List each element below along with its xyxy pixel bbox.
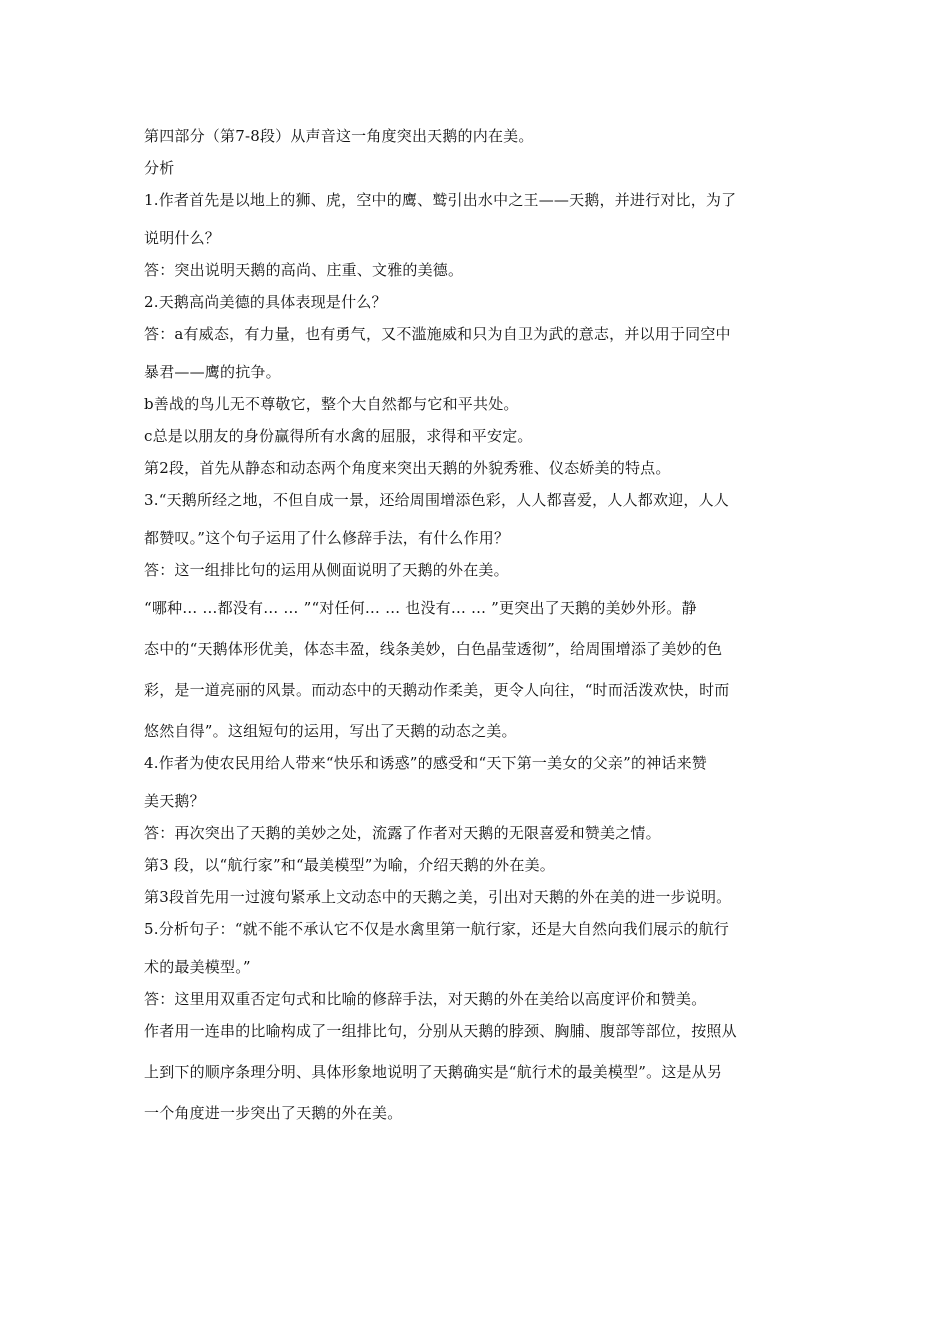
paragraph-3-summary: 第3 段，以“航行家”和“最美模型”为喻，介绍天鹅的外在美。 <box>144 856 555 874</box>
answer-2-line-2: 暴君——鹰的抗争。 <box>144 363 281 381</box>
answer-1: 答：突出说明天鹅的高尚、庄重、文雅的美德。 <box>144 261 464 279</box>
question-3-line-1: 3.“天鹅所经之地，不但自成一景，还给周围增添色彩，人人都喜爱，人人都欢迎，人人 <box>144 491 729 509</box>
answer-2-line-1: 答：a有威态，有力量，也有勇气，又不滥施威和只为自卫为武的意志，并以用于同空中 <box>144 325 731 343</box>
answer-5: 答：这里用双重否定句式和比喻的修辞手法，对天鹅的外在美给以高度评价和赞美。 <box>144 990 707 1008</box>
answer-5-detail-line-3: 一个角度进一步突出了天鹅的外在美。 <box>144 1104 403 1122</box>
answer-3-detail-line-1: “哪种… …都没有… … ”“对任何… … 也没有… … ”更突出了天鹅的美妙外形。静 <box>144 599 697 617</box>
question-5-line-2: 术的最美模型。” <box>144 958 251 976</box>
answer-3-detail-line-2: 态中的“天鹅体形优美，体态丰盈，线条美妙，白色晶莹透彻”，给周围增添了美妙的色 <box>144 640 723 658</box>
answer-5-detail-line-2: 上到下的顺序条理分明、具体形象地说明了天鹅确实是“航行术的最美模型”。这是从另 <box>144 1063 723 1081</box>
answer-5-detail-line-1: 作者用一连串的比喻构成了一组排比句，分别从天鹅的脖颈、胸脯、腹部等部位，按照从 <box>144 1022 737 1040</box>
answer-2-point-b: b善战的鸟儿无不尊敬它，整个大自然都与它和平共处。 <box>144 395 519 413</box>
question-2: 2.天鹅高尚美德的具体表现是什么？ <box>144 293 387 311</box>
answer-3-detail-line-3: 彩，是一道亮丽的风景。而动态中的天鹅动作柔美，更令人向往，“时而活泼欢快，时而 <box>144 681 730 699</box>
section-heading: 第四部分（第7-8段）从声音这一角度突出天鹅的内在美。 <box>144 127 534 145</box>
paragraph-3-transition: 第3段首先用一过渡句紧承上文动态中的天鹅之美，引出对天鹅的外在美的进一步说明。 <box>144 888 732 906</box>
answer-3: 答：这一组排比句的运用从侧面说明了天鹅的外在美。 <box>144 561 509 579</box>
answer-3-detail-line-4: 悠然自得”。这组短句的运用，写出了天鹅的动态之美。 <box>144 722 517 740</box>
analysis-heading: 分析 <box>144 159 175 177</box>
paragraph-2-summary: 第2段，首先从静态和动态两个角度来突出天鹅的外貌秀雅、仪态娇美的特点。 <box>144 459 671 477</box>
question-1-line-2: 说明什么？ <box>144 229 221 247</box>
question-1-line-1: 1.作者首先是以地上的狮、虎，空中的鹰、鹫引出水中之王——天鹅，并进行对比，为了 <box>144 191 737 209</box>
answer-2-point-c: c总是以朋友的身份赢得所有水禽的屈服，求得和平安定。 <box>144 427 533 445</box>
question-3-line-2: 都赞叹。”这个句子运用了什么修辞手法，有什么作用？ <box>144 529 510 547</box>
document-body <box>144 126 809 1124</box>
question-4-line-2: 美天鹅？ <box>144 792 205 810</box>
question-4-line-1: 4.作者为使农民用给人带来“快乐和诱惑”的感受和“天下第一美女的父亲”的神话来赞 <box>144 754 707 772</box>
question-5-line-1: 5.分析句子：“就不能不承认它不仅是水禽里第一航行家，还是大自然向我们展示的航行 <box>144 920 729 938</box>
answer-4: 答：再次突出了天鹅的美妙之处，流露了作者对天鹅的无限喜爱和赞美之情。 <box>144 824 661 842</box>
